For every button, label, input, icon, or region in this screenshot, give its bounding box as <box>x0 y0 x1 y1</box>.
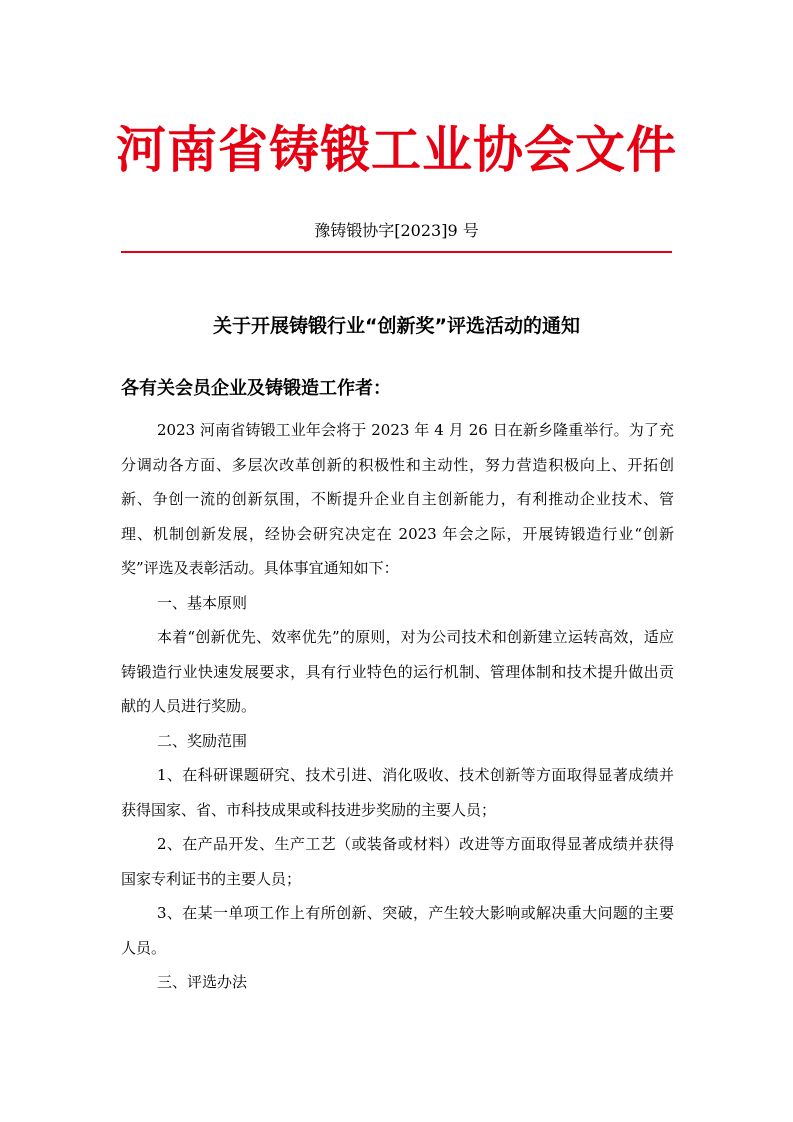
section2-item: 1、在科研课题研究、技术引进、消化吸收、技术创新等方面取得显著成绩并获得国家、省、市科技成果或科技进步奖励的主要人员； <box>121 766 674 819</box>
section3-heading: 三、评选办法 <box>157 973 248 991</box>
red-divider-line <box>121 251 672 253</box>
notice-body <box>121 413 674 1000</box>
document-number: 豫铸锻协字[2023]9 号 <box>314 221 479 240</box>
section2-item: 3、在某一单项工作上有所创新、突破，产生较大影响或解决重大问题的主要人员。 <box>121 904 674 957</box>
salutation: 各有关会员企业及铸锻造工作者： <box>121 378 391 399</box>
section1-paragraph: 本着“创新优先、效率优先”的原则，对为公司技术和创新建立运转高效，适应铸锻造行业快速发展要求，具有行业特色的运行机制、管理体制和技术提升做出贡献的人员进行奖励。 <box>121 628 674 715</box>
intro-paragraph: 2023 河南省铸锻工业年会将于 2023 年 4 月 26 日在新乡隆重举行。为了充分调动各方面、多层次改革创新的积极性和主动性，努力营造积极向上、开拓创新、争创一流的创新氛围，不断提升企业自主创新能力，有利推动企业技术、管理、机制创新发展，经协会研究决定在 2023 年会之际，开展铸锻造行业“创新奖”评选及表彰活动。具体事宜通知如下： <box>121 421 674 577</box>
section1-heading: 一、基本原则 <box>157 593 248 612</box>
notice-title: 关于开展铸锻行业“创新奖”评选活动的通知 <box>213 315 580 337</box>
section2-heading: 二、奖励范围 <box>157 731 248 750</box>
section2-item: 2、在产品开发、生产工艺（或装备或材料）改进等方面取得显著成绩并获得国家专利证书的主要人员； <box>121 835 674 888</box>
org-header-title: 河南省铸锻工业协会文件 <box>116 121 677 179</box>
